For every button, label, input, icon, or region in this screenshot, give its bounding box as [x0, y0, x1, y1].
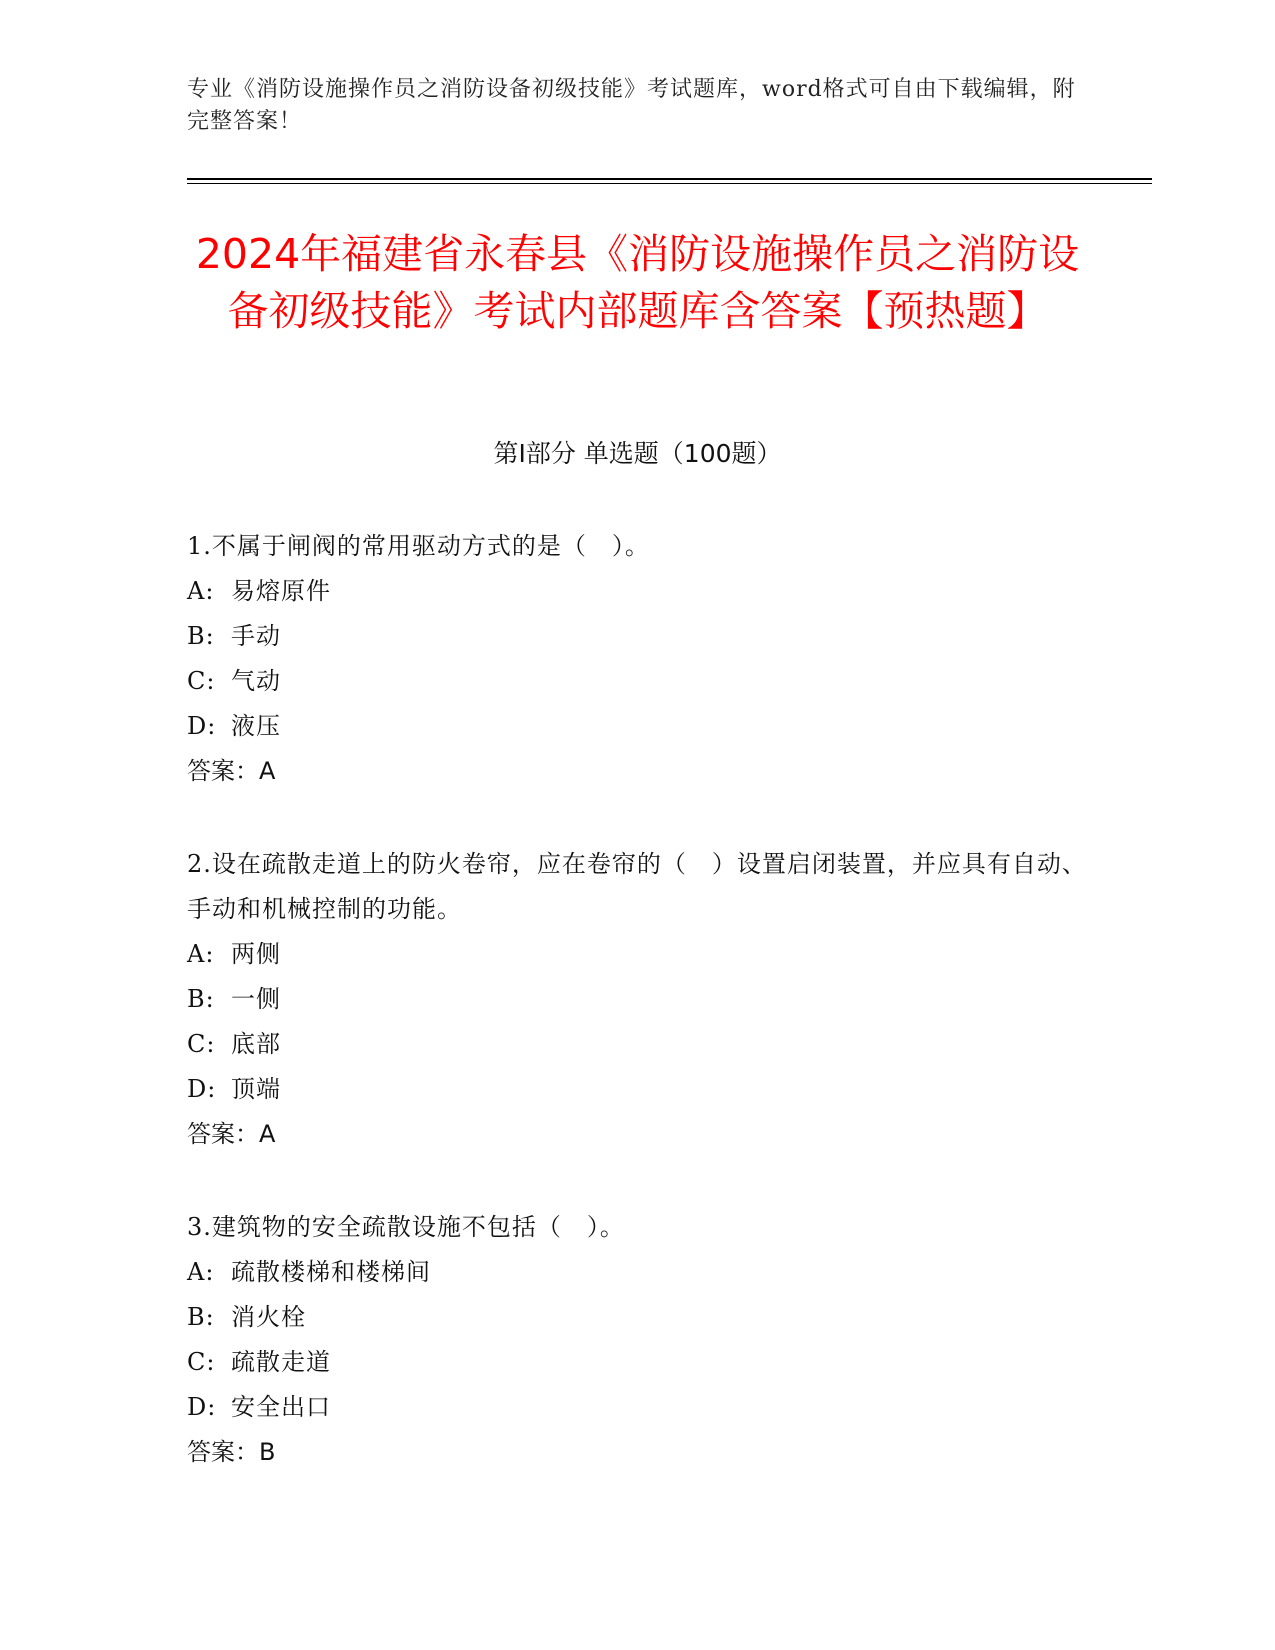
- option-letter: D:: [187, 1393, 217, 1421]
- option-text: 一侧: [231, 985, 281, 1013]
- option-letter: D:: [187, 1075, 217, 1103]
- option-text: 两侧: [231, 940, 281, 968]
- option-letter: B:: [187, 1303, 215, 1331]
- header-note: 专业《消防设施操作员之消防设备初级技能》考试题库，word格式可自由下载编辑，附完整答案！: [187, 77, 1076, 134]
- option-text: 疏散楼梯和楼梯间: [231, 1258, 431, 1286]
- option-b: [187, 614, 1087, 659]
- option-d: [187, 1067, 1087, 1112]
- question-1: [187, 524, 1087, 794]
- option-d: [187, 1385, 1087, 1430]
- option-text: 疏散走道: [231, 1348, 331, 1376]
- option-letter: B:: [187, 985, 215, 1013]
- question-stem: 2.设在疏散走道上的防火卷帘，应在卷帘的（ ）设置启闭装置，并应具有自动、手动和机械控制的功能。: [187, 850, 1087, 923]
- option-text: 安全出口: [231, 1393, 331, 1421]
- option-a: [187, 1250, 1087, 1295]
- answer-line: 答案：A: [187, 1120, 276, 1148]
- option-text: 底部: [231, 1030, 281, 1058]
- option-text: 消火栓: [231, 1303, 306, 1331]
- option-a: [187, 932, 1087, 977]
- option-a: [187, 569, 1087, 614]
- question-stem: 1.不属于闸阀的常用驱动方式的是（ ）。: [187, 532, 650, 560]
- option-b: [187, 1295, 1087, 1340]
- option-letter: C:: [187, 1030, 216, 1058]
- question-stem: 3.建筑物的安全疏散设施不包括（ ）。: [187, 1213, 625, 1241]
- option-c: [187, 659, 1087, 704]
- answer-line: 答案：B: [187, 1438, 276, 1466]
- option-text: 气动: [231, 667, 281, 695]
- answer-line: 答案：A: [187, 757, 276, 785]
- option-c: [187, 1340, 1087, 1385]
- option-letter: C:: [187, 1348, 216, 1376]
- header-divider-thick: [187, 178, 1152, 180]
- option-text: 手动: [231, 622, 281, 650]
- document-title: 2024年福建省永春县《消防设施操作员之消防设备初级技能》考试内部题库含答案【预热题】: [195, 230, 1080, 335]
- header-divider-thin: [187, 183, 1152, 184]
- section-heading: 第I部分 单选题（100题）: [493, 439, 782, 468]
- option-text: 液压: [231, 712, 281, 740]
- option-letter: C:: [187, 667, 216, 695]
- option-letter: D:: [187, 712, 217, 740]
- question-3: [187, 1205, 1087, 1475]
- option-d: [187, 704, 1087, 749]
- option-text: 顶端: [231, 1075, 281, 1103]
- option-letter: A:: [187, 577, 215, 605]
- option-letter: B:: [187, 622, 215, 650]
- option-text: 易熔原件: [231, 577, 331, 605]
- option-c: [187, 1022, 1087, 1067]
- option-letter: A:: [187, 1258, 215, 1286]
- question-2: [187, 842, 1087, 1157]
- option-letter: A:: [187, 940, 215, 968]
- option-b: [187, 977, 1087, 1022]
